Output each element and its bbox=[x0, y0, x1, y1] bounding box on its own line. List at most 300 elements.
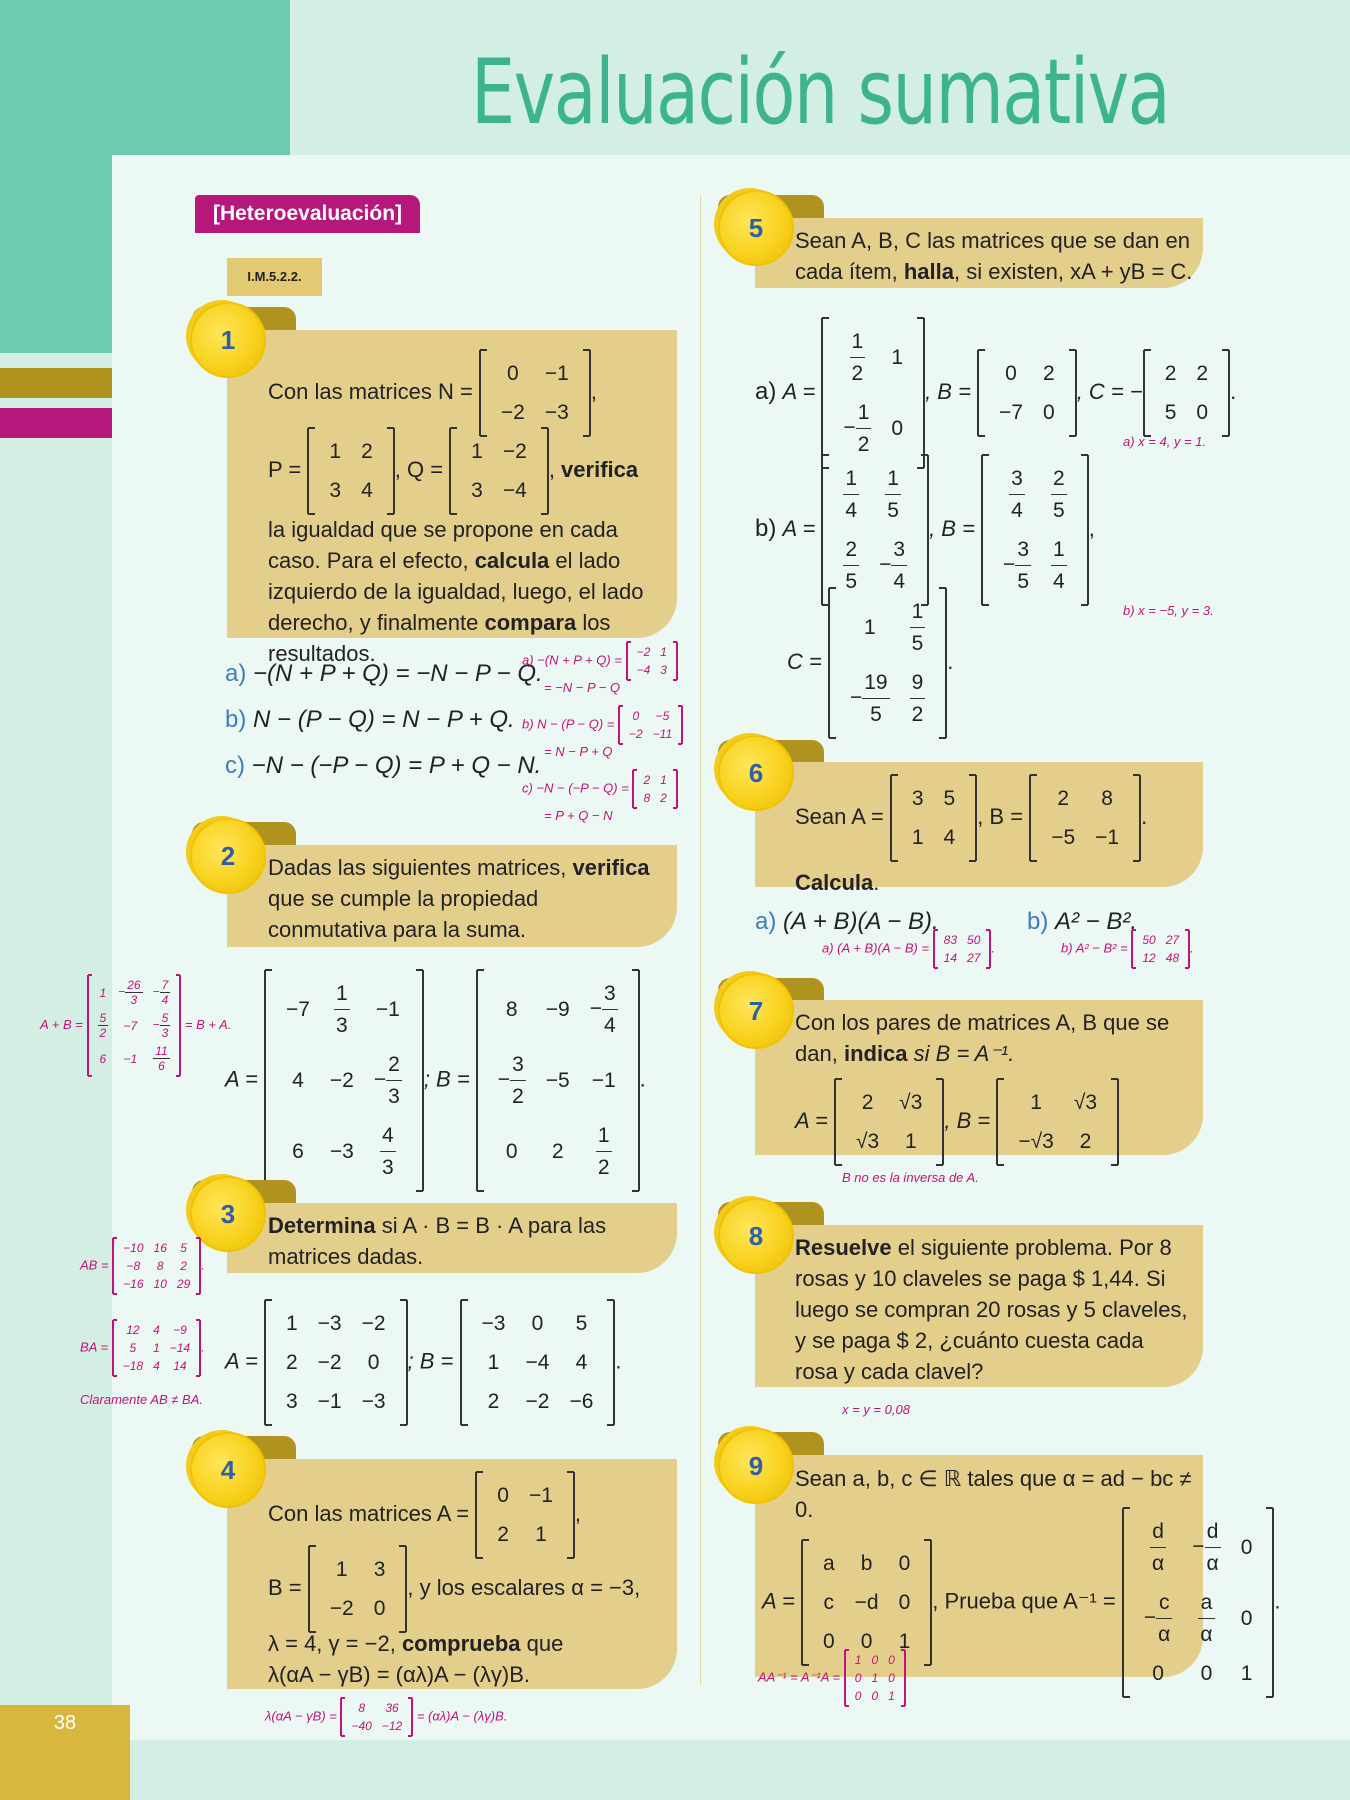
ex4-B-label: B = bbox=[268, 1574, 302, 1600]
matrix-cell: 8 bbox=[1101, 787, 1113, 810]
matrix-cell: 0 bbox=[898, 1591, 911, 1614]
ex6-answer-b-prefix: b) A² − B² = bbox=[1061, 940, 1128, 956]
ex8-number-badge bbox=[718, 1198, 794, 1274]
ex1-matrix-P bbox=[307, 428, 394, 514]
matrix-cell: $\frac{4}{3}$ bbox=[364, 1116, 412, 1187]
ex6-answer-a: a) (A + B)(A − B) = 83 50 14 27 . bbox=[822, 930, 995, 968]
ex2-matrices: A = −7 $\frac{1}{3}$ −1 4 −2 − $\frac{2}{3}$ 6 −3 $\frac{4}{3}$ ; B = 8 −9 − $\frac{3}{4}$ − $\frac{3}{2}$ −5 −1 0 2 $\frac{1}{2}$ . bbox=[225, 970, 646, 1191]
ex5-b-B-label: , B = bbox=[929, 515, 975, 541]
ex1-answer-a bbox=[522, 642, 692, 706]
ex7-indica: indica bbox=[843, 1041, 908, 1066]
matrix-cell: −4 bbox=[636, 663, 651, 677]
matrix-cell: −7 bbox=[123, 1018, 138, 1033]
ex8-text: el siguiente problema. Por 8 rosas y 10 claveles se paga $ 1,44. Si luego se compran 20 rosas y 5 claveles, y se paga $ 2, ¿cuánto cuesta cada rosa y cada clavel? bbox=[795, 1235, 1188, 1384]
matrix-cell: −1 bbox=[123, 1051, 138, 1066]
ex1-item-b-text: N − (P − Q) = N − P + Q. bbox=[253, 706, 515, 733]
matrix-cell: 1 bbox=[99, 985, 107, 1000]
ex4-matrix-A bbox=[475, 1472, 575, 1558]
ex6-answer-a-prefix: a) (A + B)(A − B) = bbox=[822, 940, 930, 956]
ex9-number-badge bbox=[718, 1428, 794, 1504]
ex7-matrix-B bbox=[996, 1079, 1119, 1165]
ex1-calcula: calcula bbox=[474, 548, 550, 573]
matrix-cell: 0 bbox=[497, 1484, 509, 1507]
page-title: Evaluación sumativa bbox=[470, 40, 1170, 145]
matrix-cell: 0 bbox=[891, 417, 904, 440]
ex6-matrix-A bbox=[890, 775, 977, 861]
matrix-cell: 0 bbox=[854, 1689, 862, 1703]
matrix-cell: 0 bbox=[632, 709, 640, 723]
matrix-cell: 1 bbox=[660, 773, 667, 787]
matrix-cell: 4 bbox=[361, 479, 373, 502]
ex2-statement bbox=[268, 852, 658, 945]
matrix-cell: $\frac{1}{4}$ bbox=[833, 459, 869, 530]
ex7-answer: B no es la inversa de A. bbox=[842, 1170, 979, 1185]
matrix-cell: −4 bbox=[525, 1351, 550, 1374]
matrix-cell: $\frac{a}{\alpha}$ bbox=[1182, 1583, 1230, 1654]
ex7-text-b: si B = A⁻¹. bbox=[913, 1041, 1015, 1066]
ex4-answer-matrix bbox=[340, 1698, 413, 1736]
matrix-cell: 10 bbox=[153, 1277, 167, 1291]
ex5-a-matrix-C bbox=[1143, 350, 1230, 436]
matrix-cell: 2 bbox=[1196, 362, 1209, 385]
ex7-A-label: A = bbox=[795, 1107, 828, 1133]
ex3-number: 3 bbox=[220, 1199, 236, 1229]
ex4-number-badge bbox=[190, 1432, 266, 1508]
matrix-cell: −9 bbox=[545, 998, 570, 1021]
ex6-answer-a-matrix bbox=[933, 930, 992, 968]
ex2-number: 2 bbox=[220, 841, 236, 871]
matrix-cell: − $\frac{7}{4}$ bbox=[152, 978, 169, 1007]
ex3-matrix-B bbox=[460, 1300, 616, 1425]
matrix-cell: 2 bbox=[361, 440, 373, 463]
ex6-item-b-letter: b) bbox=[1027, 908, 1049, 935]
ex3-matrices: A = 1 −3 −2 2 −2 0 3 −1 −3 ; B = −3 0 5 1 −4 4 2 −2 −6 . bbox=[225, 1300, 622, 1425]
matrix-cell: 2 bbox=[1043, 362, 1055, 385]
ex6-B-label: , B = bbox=[977, 803, 1024, 829]
matrix-cell: −1 bbox=[528, 1484, 553, 1507]
ex2-text-a: Dadas las siguientes matrices, bbox=[268, 855, 567, 880]
matrix-cell: −1 bbox=[1095, 826, 1120, 849]
matrix-cell: 50 bbox=[967, 933, 981, 947]
matrix-cell: 12 bbox=[126, 1323, 140, 1337]
matrix-cell: 83 bbox=[943, 933, 958, 947]
matrix-cell: 0 bbox=[898, 1552, 911, 1575]
matrix-cell: $\frac{d}{\alpha}$ bbox=[1134, 1512, 1182, 1583]
matrix-cell: 2 bbox=[643, 773, 651, 787]
matrix-cell: 8 bbox=[505, 998, 518, 1021]
matrix-cell: 50 bbox=[1142, 933, 1156, 947]
ex1-number-badge bbox=[190, 302, 266, 378]
ex1-item-a-text: −(N + P + Q) = −N − P − Q. bbox=[253, 660, 543, 687]
matrix-cell: 14 bbox=[173, 1359, 187, 1373]
matrix-cell: − $\frac{3}{2}$ bbox=[488, 1045, 536, 1116]
matrix-cell: 0 bbox=[854, 1671, 862, 1685]
matrix-cell: 4 bbox=[575, 1351, 588, 1374]
matrix-cell: $\frac{1}{2}$ bbox=[833, 322, 881, 393]
ex1-item-c bbox=[225, 752, 543, 798]
matrix-cell: 0 bbox=[1200, 1662, 1213, 1685]
ex6-item-a-text: (A + B)(A − B). bbox=[783, 908, 939, 935]
matrix-cell: 1 bbox=[329, 440, 342, 463]
curriculum-code: I.M.5.2.2. bbox=[227, 258, 322, 296]
matrix-cell: 0 bbox=[1240, 1536, 1253, 1559]
matrix-cell: 2 bbox=[1164, 362, 1177, 385]
ex2-A-label: A = bbox=[225, 1066, 258, 1092]
ex5-a-letter: a) bbox=[755, 377, 777, 405]
ex1-answer-a-matrix bbox=[626, 642, 678, 680]
matrix-cell: 0 bbox=[505, 1140, 518, 1163]
ex7-text-a: Con los pares de matrices A, B que se dan, bbox=[795, 1010, 1170, 1066]
ex5-a-answer: a) x = 4, y = 1. bbox=[1123, 434, 1207, 449]
matrix-cell: $\frac{5}{2}$ bbox=[99, 1011, 107, 1040]
matrix-cell: 12 bbox=[1142, 951, 1156, 965]
matrix-cell: −12 bbox=[381, 1719, 403, 1733]
ex5-b-answer: b) x = −5, y = 3. bbox=[1123, 603, 1214, 618]
ex6-number-badge bbox=[718, 735, 794, 811]
ex3-BA-label: BA = bbox=[80, 1339, 109, 1355]
ex1-compara: compara bbox=[484, 610, 577, 635]
matrix-cell: −7 bbox=[999, 401, 1023, 424]
matrix-cell: 8 bbox=[358, 1701, 365, 1715]
gold-decor-bar bbox=[0, 368, 112, 398]
matrix-cell: −2 bbox=[317, 1351, 342, 1374]
ex1-text-a: la igualdad que se propone en cada caso. Para el efecto, bbox=[268, 517, 618, 573]
matrix-cell: −14 bbox=[169, 1341, 191, 1355]
ex3-conclusion: Claramente AB ≠ BA. bbox=[80, 1392, 203, 1407]
matrix-cell: $\frac{2}{5}$ bbox=[1041, 459, 1077, 530]
ex5-b-C-label: C = bbox=[787, 648, 822, 674]
ex1-item-a-letter: a) bbox=[225, 660, 247, 687]
matrix-cell: 8 bbox=[643, 791, 651, 805]
matrix-cell: 1 bbox=[153, 1341, 160, 1355]
matrix-cell: −3 bbox=[481, 1312, 506, 1335]
matrix-cell: 1 bbox=[854, 1653, 862, 1667]
matrix-cell: 14 bbox=[943, 951, 958, 965]
matrix-cell: −5 bbox=[545, 1069, 570, 1092]
matrix-cell: −5 bbox=[1051, 826, 1076, 849]
ex1-answer-b-prefix: b) N − (P − Q) = bbox=[522, 716, 615, 732]
ex5-halla: halla bbox=[903, 259, 954, 284]
matrix-cell: 27 bbox=[967, 951, 981, 965]
matrix-cell: 0 bbox=[1005, 362, 1017, 385]
ex4-text-a: , y los escalares α = −3, bbox=[407, 1574, 641, 1600]
matrix-cell: 5 bbox=[1164, 401, 1177, 424]
ex9-answer-matrix bbox=[844, 1650, 906, 1706]
matrix-cell: −10 bbox=[123, 1241, 144, 1255]
matrix-cell: $\frac{1}{2}$ bbox=[580, 1116, 628, 1187]
matrix-cell: c bbox=[823, 1591, 835, 1614]
matrix-cell: −3 bbox=[544, 401, 569, 424]
matrix-cell: − $\frac{3}{4}$ bbox=[869, 530, 917, 601]
ex9-matrix-A bbox=[801, 1540, 932, 1665]
matrix-cell: 1 bbox=[911, 826, 924, 849]
ex2-verifica: verifica bbox=[572, 855, 650, 880]
ex3-B-label: ; B = bbox=[407, 1348, 454, 1374]
ex1-text-c: los resultados. bbox=[268, 610, 611, 666]
matrix-cell: 1 bbox=[888, 1689, 895, 1703]
matrix-cell: $\frac{2}{5}$ bbox=[833, 530, 869, 601]
matrix-cell: b bbox=[860, 1552, 873, 1575]
matrix-cell: 1 bbox=[487, 1351, 500, 1374]
matrix-cell: 2 bbox=[487, 1390, 500, 1413]
ex4-answer-prefix: λ(αA − γB) = bbox=[265, 1708, 337, 1724]
ex6-item-b-text: A² − B². bbox=[1055, 908, 1138, 935]
ex5-statement bbox=[795, 225, 1195, 287]
matrix-cell: 0 bbox=[871, 1653, 879, 1667]
matrix-cell: 0 bbox=[373, 1597, 386, 1620]
ex1-answers bbox=[522, 642, 692, 834]
matrix-cell: $\frac{11}{6}$ bbox=[155, 1044, 168, 1073]
ex3-statement bbox=[268, 1210, 663, 1272]
ex3-AB-label: AB = bbox=[80, 1257, 109, 1273]
ex5-item-b: b) A = $\frac{1}{4}$ $\frac{1}{5}$ $\frac{2}{5}$ − $\frac{3}{4}$ , B = $\frac{3}{4}$ $\frac{2}{5}$ − $\frac{3}{5}$ $\frac{1}{4}$ , bbox=[755, 455, 1095, 605]
ex9-matrix-Ainv bbox=[1122, 1508, 1275, 1697]
ex6-answer-b: b) A² − B² = 50 27 12 48 . bbox=[1061, 930, 1194, 968]
matrix-cell: 48 bbox=[1165, 951, 1180, 965]
matrix-cell: −2 bbox=[636, 645, 651, 659]
heteroevaluacion-badge: [Heteroevaluación] bbox=[195, 195, 420, 233]
ex1-answer-b-suffix: = N − P + Q bbox=[544, 744, 613, 759]
matrix-cell: $\frac{9}{2}$ bbox=[900, 663, 936, 734]
matrix-cell: 8 bbox=[156, 1259, 164, 1273]
ex4-answer bbox=[265, 1698, 507, 1736]
ex5-b-matrix-C bbox=[828, 588, 947, 738]
matrix-cell: −8 bbox=[126, 1259, 141, 1273]
ex3-determina: Determina bbox=[268, 1213, 376, 1238]
matrix-cell: $\frac{1}{5}$ bbox=[900, 592, 936, 663]
ex9-A-label: A = bbox=[762, 1588, 795, 1614]
matrix-cell: 0 bbox=[367, 1351, 380, 1374]
matrix-cell: 4 bbox=[292, 1069, 304, 1092]
matrix-cell: − $\frac{1}{2}$ bbox=[833, 393, 881, 464]
ex5-b-letter: b) bbox=[755, 514, 777, 542]
ex5-number: 5 bbox=[748, 213, 764, 243]
matrix-cell: 4 bbox=[153, 1323, 160, 1337]
matrix-cell: 3 bbox=[373, 1558, 386, 1581]
ex9-text: Sean a, b, c ∈ ℝ tales que α = ad − bc ≠ 0. bbox=[795, 1466, 1192, 1522]
ex1-text-b: el lado izquierdo de la igualdad, luego, el lado derecho, y finalmente bbox=[268, 548, 644, 635]
matrix-cell: 4 bbox=[943, 826, 956, 849]
ex4-text-b: λ = 4, γ = −2, bbox=[268, 1631, 396, 1656]
matrix-cell: −1 bbox=[375, 998, 400, 1021]
matrix-cell: −d bbox=[854, 1591, 879, 1614]
ex7-number-badge bbox=[718, 973, 794, 1049]
matrix-cell: −√3 bbox=[1018, 1130, 1054, 1153]
matrix-cell: 0 bbox=[531, 1312, 544, 1335]
left-decor-strip bbox=[0, 155, 112, 353]
ex8-resuelve: Resuelve bbox=[795, 1235, 892, 1260]
matrix-cell: −2 bbox=[500, 401, 525, 424]
ex2-number-badge bbox=[190, 818, 266, 894]
ex1-intro: Con las matrices N = bbox=[268, 378, 473, 404]
ex2-matrix-B bbox=[476, 970, 640, 1191]
matrix-cell: a bbox=[822, 1552, 835, 1575]
ex5-text-b: , si existen, xA + yB = C. bbox=[953, 259, 1193, 284]
matrix-cell: 0 bbox=[822, 1630, 835, 1653]
matrix-cell: 3 bbox=[329, 479, 342, 502]
matrix-cell: −40 bbox=[351, 1719, 372, 1733]
matrix-cell: 1 bbox=[535, 1523, 547, 1546]
matrix-cell: 0 bbox=[1240, 1607, 1253, 1630]
ex5-b-A-label: A = bbox=[782, 515, 816, 541]
ex4-matrix-B bbox=[308, 1546, 408, 1632]
matrix-cell: 0 bbox=[1043, 401, 1055, 424]
matrix-cell: 2 bbox=[551, 1140, 564, 1163]
matrix-cell: − $\frac{c}{\alpha}$ bbox=[1134, 1583, 1182, 1654]
matrix-cell: −2 bbox=[329, 1597, 354, 1620]
ex8-answer: x = y = 0,08 bbox=[842, 1402, 910, 1417]
bottom-band bbox=[0, 1740, 1350, 1800]
matrix-cell: 3 bbox=[911, 787, 924, 810]
ex8-number: 8 bbox=[748, 1221, 764, 1251]
matrix-cell: 2 bbox=[1057, 787, 1069, 810]
ex5-b-matrix-A bbox=[821, 455, 929, 605]
matrix-cell: 1 bbox=[898, 1630, 911, 1653]
ex6-calcula: Calcula bbox=[795, 870, 874, 895]
matrix-cell: 0 bbox=[860, 1630, 873, 1653]
ex4-text-c: que bbox=[526, 1631, 564, 1656]
matrix-cell: 2 bbox=[285, 1351, 298, 1374]
matrix-cell: − $\frac{19}{5}$ bbox=[840, 663, 900, 734]
matrix-cell: −2 bbox=[361, 1312, 386, 1335]
ex5-a-matrix-B bbox=[977, 350, 1077, 436]
matrix-cell: √3 bbox=[1073, 1091, 1098, 1114]
ex4-text-d: λ(αA − γB) = (αλ)A − (λγ)B. bbox=[268, 1662, 530, 1687]
ex6-answer-b-matrix bbox=[1131, 930, 1190, 968]
matrix-cell: 5 bbox=[180, 1241, 187, 1255]
matrix-cell: −1 bbox=[544, 362, 569, 385]
matrix-cell: 5 bbox=[129, 1341, 137, 1355]
ex2-answer-matrix bbox=[87, 975, 182, 1076]
ex4-statement: Con las matrices A = 0 −1 2 1 , B = 1 3 −2 0 , y los escalares α = −3, λ = 4, γ = −2, comprueba que λ(αA − γB) = (αλ)A − (λγ)B. bbox=[268, 1472, 668, 1690]
ex7-B-label: , B = bbox=[944, 1107, 991, 1133]
ex1-matrix-Q bbox=[449, 428, 549, 514]
matrix-cell: −5 bbox=[655, 709, 670, 723]
ex2-answer-suffix: = B + A. bbox=[184, 1016, 232, 1032]
matrix-cell: √3 bbox=[899, 1091, 923, 1114]
matrix-cell: −11 bbox=[652, 727, 673, 741]
ex2-B-label: ; B = bbox=[423, 1066, 470, 1092]
ex2-matrix-A bbox=[264, 970, 424, 1191]
ex5-item-a: a) A = $\frac{1}{2}$ 1 − $\frac{1}{2}$ 0 , B = 0 2 −7 0 , C = − 2 2 5 0 . bbox=[755, 318, 1236, 468]
matrix-cell: 1 bbox=[1240, 1662, 1253, 1685]
matrix-cell: 3 bbox=[660, 663, 667, 677]
matrix-cell: 1 bbox=[660, 645, 667, 659]
ex6-intro: Sean A = bbox=[795, 803, 884, 829]
matrix-cell: 1 bbox=[891, 346, 904, 369]
ex8-statement bbox=[795, 1232, 1190, 1387]
matrix-cell: −2 bbox=[628, 727, 643, 741]
matrix-cell: 36 bbox=[385, 1701, 399, 1715]
matrix-cell: 0 bbox=[888, 1671, 895, 1685]
ex1-number: 1 bbox=[220, 325, 236, 355]
matrix-cell: 0 bbox=[1196, 401, 1209, 424]
matrix-cell: 2 bbox=[861, 1091, 874, 1114]
matrix-cell: 1 bbox=[904, 1130, 917, 1153]
ex4-comprueba: comprueba bbox=[401, 1631, 521, 1656]
ex1-answer-c-prefix: c) −N − (−P − Q) = bbox=[522, 780, 629, 796]
ex5-number-badge bbox=[718, 190, 794, 266]
matrix-cell: −7 bbox=[285, 998, 310, 1021]
ex1-item-a bbox=[225, 660, 543, 706]
matrix-cell: $\frac{3}{4}$ bbox=[993, 459, 1041, 530]
matrix-cell: 0 bbox=[871, 1689, 879, 1703]
matrix-cell: 1 bbox=[863, 616, 876, 639]
ex2-text-b: que se cumple la propiedad conmutativa para la suma. bbox=[268, 886, 539, 942]
ex1-answer-b bbox=[522, 706, 692, 770]
ex5-a-matrix-A bbox=[821, 318, 925, 468]
ex1-P-label: P = bbox=[268, 456, 302, 482]
ex9-prueba: , Prueba que A⁻¹ = bbox=[932, 1588, 1116, 1614]
matrix-cell: 6 bbox=[99, 1051, 107, 1066]
ex6-statement: Sean A = 3 5 1 4 , B = 2 8 −5 −1 . Calcula. bbox=[795, 775, 1147, 898]
matrix-cell: −2 bbox=[525, 1390, 550, 1413]
ex1-Q-label: , Q = bbox=[394, 456, 444, 482]
matrix-cell: 1 bbox=[335, 1558, 348, 1581]
ex9-matrices: A = a b 0 c −d 0 0 0 1 , Prueba que A⁻¹ = $\frac{d}{\alpha}$ − $\frac{d}{\alpha}$ 0 − $\frac{c}{\alpha}$ $\frac{a}{\alpha}$ 0 0 0 1 . bbox=[762, 1508, 1281, 1697]
column-divider bbox=[700, 195, 701, 1685]
matrix-cell: −1 bbox=[317, 1390, 342, 1413]
ex1-statement: Con las matrices N = 0 −1 −2 −3 , P = 1 2 3 4 , Q = 1 −2 3 −4 , verifica la igualdad que se propone en cada caso. Para el efecto, calcula el lado izquierdo de la igualdad, luego, el lado derecho, y finalmente compara los resultados. bbox=[268, 350, 668, 669]
ex2-answer-prefix: A + B = bbox=[40, 1016, 83, 1032]
matrix-cell: 2 bbox=[660, 791, 667, 805]
matrix-cell: 1 bbox=[285, 1312, 298, 1335]
matrix-cell: 16 bbox=[153, 1241, 167, 1255]
matrix-cell: 1 bbox=[471, 440, 483, 463]
ex5-a-B-label: , B = bbox=[925, 378, 971, 404]
ex3-matrix-A bbox=[264, 1300, 408, 1425]
matrix-cell: −18 bbox=[122, 1359, 144, 1373]
ex1-answer-c-matrix bbox=[632, 770, 677, 808]
ex6-matrix-B bbox=[1029, 775, 1141, 861]
matrix-cell: − $\frac{2}{3}$ bbox=[364, 1045, 412, 1116]
ex1-item-b-letter: b) bbox=[225, 706, 247, 733]
ex9-answer bbox=[758, 1650, 906, 1706]
ex5-text-a: Sean A, B, C las matrices que se dan en cada ítem, bbox=[795, 228, 1191, 284]
matrix-cell: −3 bbox=[329, 1140, 354, 1163]
magenta-decor-bar bbox=[0, 408, 112, 438]
ex4-intro: Con las matrices A = bbox=[268, 1500, 470, 1526]
matrix-cell: − $\frac{3}{5}$ bbox=[993, 530, 1041, 601]
matrix-cell: −3 bbox=[317, 1312, 342, 1335]
matrix-cell: 5 bbox=[575, 1312, 588, 1335]
ex1-matrix-N bbox=[479, 350, 591, 436]
ex7-number: 7 bbox=[748, 996, 764, 1026]
ex1-answer-a-suffix: = −N − P − Q bbox=[544, 680, 621, 695]
ex3-BA-matrix bbox=[112, 1320, 201, 1376]
ex3-answer: AB = −10 16 5 −8 8 2 −16 10 29 . BA = 12 4 −9 5 1 −14 −18 4 14 . Claramente AB ≠ BA. bbox=[80, 1238, 205, 1407]
matrix-cell: − $\frac{26}{3}$ bbox=[118, 978, 141, 1007]
matrix-cell: − $\frac{3}{4}$ bbox=[580, 974, 628, 1045]
matrix-cell: $\frac{1}{4}$ bbox=[1041, 530, 1077, 601]
ex5-item-b-C: C = 1 $\frac{1}{5}$ − $\frac{19}{5}$ $\frac{9}{2}$ . bbox=[787, 588, 953, 738]
ex1-answer-b-matrix bbox=[618, 706, 683, 744]
matrix-cell: $\frac{1}{5}$ bbox=[869, 459, 917, 530]
ex1-items bbox=[225, 660, 543, 798]
ex3-A-label: A = bbox=[225, 1348, 258, 1374]
matrix-cell: −6 bbox=[569, 1390, 594, 1413]
matrix-cell: 2 bbox=[180, 1259, 187, 1273]
matrix-cell: √3 bbox=[855, 1130, 880, 1153]
matrix-cell: $\frac{1}{3}$ bbox=[320, 974, 364, 1045]
matrix-cell: 2 bbox=[497, 1523, 509, 1546]
matrix-cell: −4 bbox=[502, 479, 527, 502]
matrix-cell: 0 bbox=[888, 1653, 895, 1667]
ex3-text: si A · B = B · A para las matrices dadas. bbox=[268, 1213, 607, 1269]
matrix-cell: −9 bbox=[173, 1323, 187, 1337]
page-number: 38 bbox=[53, 1712, 77, 1734]
matrix-cell: 5 bbox=[943, 787, 956, 810]
